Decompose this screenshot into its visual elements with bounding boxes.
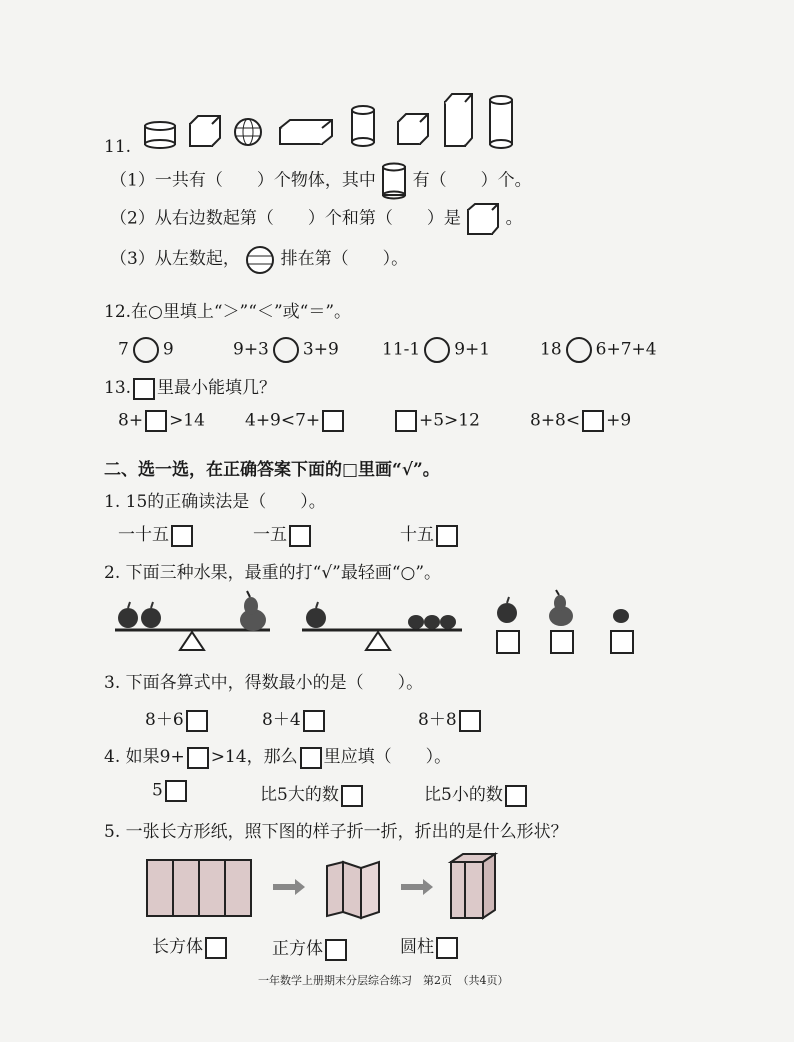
q13-item-1-a: 8+ bbox=[118, 410, 144, 431]
q11-part2 bbox=[110, 202, 523, 236]
s5-option-3-label: 圆柱 bbox=[400, 937, 434, 957]
shape-cuboid-long bbox=[280, 120, 332, 144]
s4-option-1 bbox=[152, 780, 189, 802]
q11-part1 bbox=[110, 163, 532, 199]
q12-item-3-right: 9+1 bbox=[454, 339, 491, 360]
q13-item-4-b: +9 bbox=[606, 410, 632, 431]
q13-item-1 bbox=[118, 410, 205, 432]
q13-item-3 bbox=[393, 410, 480, 432]
q12-item-3 bbox=[382, 337, 490, 363]
s5-title: 5. 一张长方形纸，照下图的样子折一折，折出的是什么形状？ bbox=[104, 822, 568, 842]
s1-option-1-label: 一十五 bbox=[118, 525, 169, 545]
strawberry-icon bbox=[424, 615, 440, 629]
s1-option-2-label: 一五 bbox=[253, 525, 287, 545]
arrow-right-icon bbox=[273, 879, 305, 895]
q12-title: 12.在○里填上“＞”“＜”或“＝”。 bbox=[104, 302, 352, 322]
s1-title: 1. 15的正确读法是（ ）。 bbox=[104, 492, 326, 512]
s3-option-3-label: 8＋8 bbox=[418, 710, 457, 730]
q12-item-3-left: 11-1 bbox=[382, 339, 421, 360]
shape-cube-1 bbox=[190, 116, 220, 146]
s5-check-box-2[interactable] bbox=[325, 939, 347, 961]
shape-sphere bbox=[235, 119, 261, 145]
s4-title-c: 里应填（ ）。 bbox=[323, 747, 452, 767]
q11-part3 bbox=[110, 244, 408, 275]
s4-option-2-label: 比5大的数 bbox=[260, 785, 339, 805]
balance-scale-2 bbox=[302, 602, 462, 650]
section2-title: 二、选一选，在正确答案下面的□里画“√”。 bbox=[104, 460, 440, 480]
q11-shapes bbox=[140, 90, 530, 150]
balance-scale-1 bbox=[115, 591, 270, 650]
pear-icon bbox=[240, 591, 266, 631]
compare-circle-1[interactable] bbox=[133, 337, 159, 363]
q12-item-2 bbox=[233, 337, 339, 363]
s4-option-2 bbox=[260, 780, 365, 807]
apple-icon bbox=[141, 602, 161, 628]
s5-option-2 bbox=[272, 934, 349, 961]
s5-folding-illustration bbox=[145, 850, 505, 920]
s3-check-box-1[interactable] bbox=[186, 710, 208, 732]
pear-icon bbox=[549, 590, 573, 626]
s4-check-box-2[interactable] bbox=[341, 785, 363, 807]
s1-option-1 bbox=[118, 520, 195, 547]
s3-option-2-label: 8＋4 bbox=[262, 710, 301, 730]
strawberry-icon bbox=[613, 609, 629, 623]
folded-paper bbox=[327, 862, 379, 918]
s2-pear-box[interactable] bbox=[550, 630, 574, 654]
apple-icon bbox=[306, 602, 326, 628]
s4-title-a: 4. 如果9+ bbox=[104, 747, 185, 767]
q13-item-2 bbox=[245, 410, 346, 432]
q13-item-1-b: >14 bbox=[169, 410, 205, 431]
s5-option-2-label: 正方体 bbox=[272, 939, 323, 959]
shape-cube-2 bbox=[398, 114, 428, 144]
s5-option-1 bbox=[152, 932, 229, 959]
s1-check-box-1[interactable] bbox=[171, 525, 193, 547]
compare-circle-4[interactable] bbox=[566, 337, 592, 363]
q13-answer-box-2[interactable] bbox=[322, 410, 344, 432]
apple-icon bbox=[497, 597, 517, 623]
s4-option-3-label: 比5小的数 bbox=[424, 785, 503, 805]
s3-check-box-3[interactable] bbox=[459, 710, 481, 732]
s2-apple-box[interactable] bbox=[496, 630, 520, 654]
compare-circle-2[interactable] bbox=[273, 337, 299, 363]
shape-cylinder-2 bbox=[490, 96, 512, 148]
s4-title-box-1 bbox=[187, 747, 209, 769]
q11-part2-text-b: 。 bbox=[505, 208, 523, 229]
q13-title-row bbox=[104, 373, 276, 400]
s4-option-1-label: 5 bbox=[152, 780, 163, 801]
cube-icon bbox=[466, 202, 500, 236]
q11-part3-text-a: （3）从左数起， bbox=[110, 249, 240, 269]
strawberry-icon bbox=[408, 615, 424, 629]
s1-check-box-2[interactable] bbox=[289, 525, 311, 547]
s3-option-1-label: 8＋6 bbox=[145, 710, 184, 730]
s2-title: 2. 下面三种水果，最重的打“√”最轻画“○”。 bbox=[104, 563, 442, 583]
q13-answer-box-3[interactable] bbox=[395, 410, 417, 432]
s4-check-box-1[interactable] bbox=[165, 780, 187, 802]
s5-check-box-1[interactable] bbox=[205, 937, 227, 959]
shape-cuboid-tall bbox=[445, 94, 472, 146]
sphere-icon bbox=[245, 245, 275, 275]
q12-item-1-right: 9 bbox=[162, 339, 174, 360]
compare-circle-3[interactable] bbox=[424, 337, 450, 363]
q12-item-4-right: 6+7+4 bbox=[595, 339, 657, 360]
q11-part1-text-a: （1）一共有（ ）个物体，其中 bbox=[110, 170, 376, 191]
q13-answer-box-4[interactable] bbox=[582, 410, 604, 432]
s4-check-box-3[interactable] bbox=[505, 785, 527, 807]
cylinder-icon bbox=[381, 163, 407, 199]
q11-part1-text-b: 有（ ）个。 bbox=[412, 170, 532, 191]
s5-check-box-3[interactable] bbox=[436, 937, 458, 959]
s1-option-3-label: 十五 bbox=[400, 525, 434, 545]
q11-part3-text-b: 排在第（ ）。 bbox=[280, 249, 409, 269]
s3-title: 3. 下面各算式中，得数最小的是（ ）。 bbox=[104, 673, 424, 693]
q11-number: 11. bbox=[104, 137, 132, 157]
page-footer: 一年数学上册期末分层综合练习 第2页 （共4页） bbox=[258, 974, 509, 987]
q13-answer-box-1[interactable] bbox=[145, 410, 167, 432]
s4-option-3 bbox=[424, 780, 529, 807]
q13-item-4 bbox=[530, 410, 631, 432]
q12-item-1-left: 7 bbox=[118, 339, 129, 360]
shape-cylinder-short bbox=[145, 122, 175, 148]
s3-option-2 bbox=[262, 705, 327, 732]
s5-option-1-label: 长方体 bbox=[152, 937, 203, 957]
shape-cylinder-1 bbox=[352, 106, 374, 146]
flat-paper bbox=[147, 860, 251, 916]
apple-icon bbox=[118, 602, 138, 628]
arrow-right-icon bbox=[401, 879, 433, 895]
q13-title-box bbox=[133, 378, 155, 400]
q12-item-2-left: 9+3 bbox=[233, 339, 269, 360]
s1-check-box-3[interactable] bbox=[436, 525, 458, 547]
s1-option-3 bbox=[400, 520, 460, 547]
s4-title-box-2 bbox=[300, 747, 322, 769]
s3-check-box-2[interactable] bbox=[303, 710, 325, 732]
q12-item-1 bbox=[118, 337, 174, 363]
q12-item-4 bbox=[540, 337, 657, 363]
strawberry-icon bbox=[440, 615, 456, 629]
q12-item-4-left: 18 bbox=[540, 339, 562, 360]
paper-prism bbox=[451, 854, 495, 918]
s3-option-3 bbox=[418, 705, 483, 732]
s1-option-2 bbox=[253, 520, 313, 547]
q13-number: 13. bbox=[104, 378, 132, 398]
q11-part2-text-a: （2）从右边数起第（ ）个和第（ ）是 bbox=[110, 208, 461, 229]
s5-option-3 bbox=[400, 932, 460, 959]
q13-item-4-a: 8+8< bbox=[530, 410, 581, 431]
s4-title bbox=[104, 742, 451, 769]
s4-title-b: >14，那么 bbox=[210, 747, 298, 767]
q13-item-3-b: +5>12 bbox=[419, 410, 480, 431]
s3-option-1 bbox=[145, 705, 210, 732]
s2-strawberry-box[interactable] bbox=[610, 630, 634, 654]
q12-item-2-right: 3+9 bbox=[302, 339, 339, 360]
q13-item-2-a: 4+9<7+ bbox=[245, 410, 321, 431]
q13-title: 里最小能填几？ bbox=[157, 378, 277, 398]
